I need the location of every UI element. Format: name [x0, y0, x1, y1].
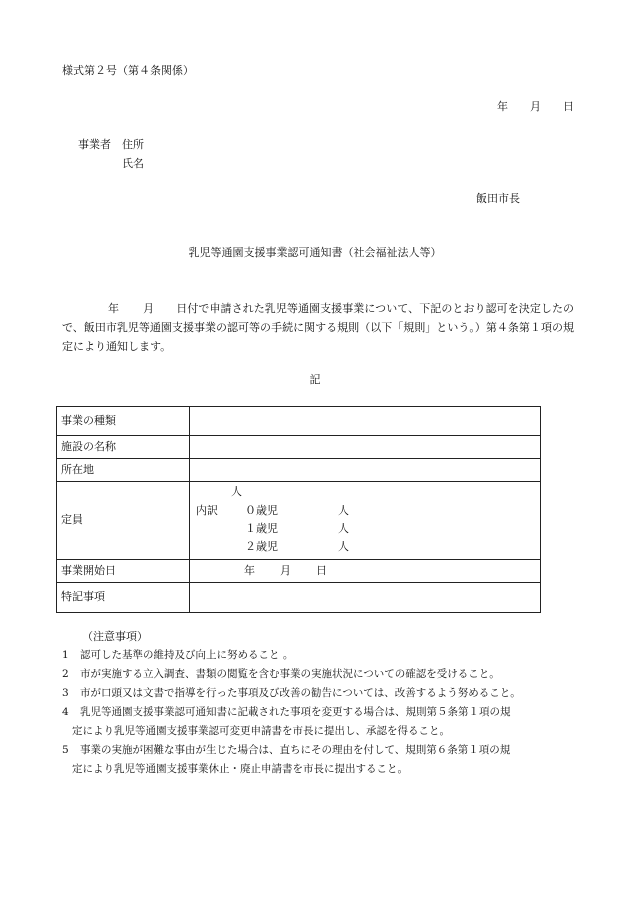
note-text: 乳児等通園支援事業認可通知書に記載された事項を変更する場合は、規則第５条第１項の規: [80, 706, 511, 718]
note-item: [62, 646, 577, 665]
note-number: 5: [62, 744, 69, 756]
special-notes-value[interactable]: [190, 583, 541, 613]
note-item: [62, 665, 577, 684]
body-text: 日付で申請された乳児等通園支援事業について、下記のとおり認可を決定したので、飯田市乳児等通園支援事業の認可等の手続に関する規則（以下「規則」という。）第４条第１項の規定により通知します。: [62, 302, 575, 353]
capacity-age-2: ２歳児: [245, 539, 278, 553]
note-item: [62, 684, 577, 703]
date-month: 月: [530, 100, 541, 113]
capacity-unit-1: 人: [338, 521, 349, 535]
date-header: [497, 100, 574, 114]
note-text: 市が実施する立入調査、書類の閲覧を含む事業の実施状況についての確認を受けること。: [80, 668, 500, 680]
note-number: 3: [62, 687, 69, 699]
note-text: 事業の実施が困難な事由が生じた場合は、直ちにその理由を付して、規則第６条第１項の規: [80, 744, 511, 756]
note-text: 市が口頭又は文書で指導を行った事項及び改善の勧告については、改善するよう努めること。: [80, 687, 521, 699]
business-type-label: 事業の種類: [57, 407, 190, 436]
ki-heading: 記: [309, 373, 321, 386]
start-date-value[interactable]: [190, 560, 541, 583]
note-text: 認可した基準の維持及び向上に努めること 。: [80, 649, 294, 661]
details-table: [56, 406, 541, 613]
special-notes-label: 特記事項: [57, 583, 190, 613]
notes-title: （注意事項）: [82, 630, 148, 643]
note-item: [62, 741, 577, 779]
form-number: 様式第２号（第４条関係）: [62, 64, 194, 77]
capacity-unit-2: 人: [338, 539, 349, 553]
body-month: 月: [143, 302, 155, 315]
note-number: 4: [62, 706, 69, 718]
business-type-value[interactable]: [190, 407, 541, 436]
location-value[interactable]: [190, 459, 541, 482]
note-text-continued: 定により乳児等通園支援事業認可変更申請書を市長に提出し、承認を得ること。: [72, 725, 450, 737]
location-label: 所在地: [57, 459, 190, 482]
start-date-label: 事業開始日: [57, 560, 190, 583]
note-number: 1: [62, 649, 69, 661]
date-year: 年: [497, 100, 508, 113]
facility-name-value[interactable]: [190, 436, 541, 459]
document-title: 乳児等通園支援事業認可通知書（社会福祉法人等）: [188, 246, 442, 259]
capacity-unit-0: 人: [338, 503, 349, 517]
issuer: 飯田市長: [476, 192, 520, 205]
operator-label: 事業者: [78, 138, 111, 151]
start-date-year: 年: [244, 564, 255, 577]
start-date-day: 日: [316, 564, 327, 577]
body-paragraph: [62, 299, 574, 356]
capacity-value[interactable]: [190, 482, 541, 560]
note-text-continued: 定により乳児等通園支援事業休止・廃止申請書を市長に提出すること。: [72, 763, 408, 775]
facility-name-label: 施設の名称: [57, 436, 190, 459]
operator-address-label: 住所: [122, 138, 144, 151]
operator-name-label: 氏名: [122, 157, 144, 170]
capacity-age-1: １歳児: [245, 521, 278, 535]
note-number: 2: [62, 668, 69, 680]
capacity-total-unit: 人: [231, 484, 242, 498]
capacity-age-0: ０歳児: [245, 503, 278, 517]
date-day: 日: [563, 100, 574, 113]
note-item: [62, 703, 577, 741]
capacity-label: 定員: [57, 482, 190, 560]
capacity-breakdown-label: 内訳: [196, 503, 218, 517]
start-date-month: 月: [280, 564, 291, 577]
body-year: 年: [108, 302, 120, 315]
